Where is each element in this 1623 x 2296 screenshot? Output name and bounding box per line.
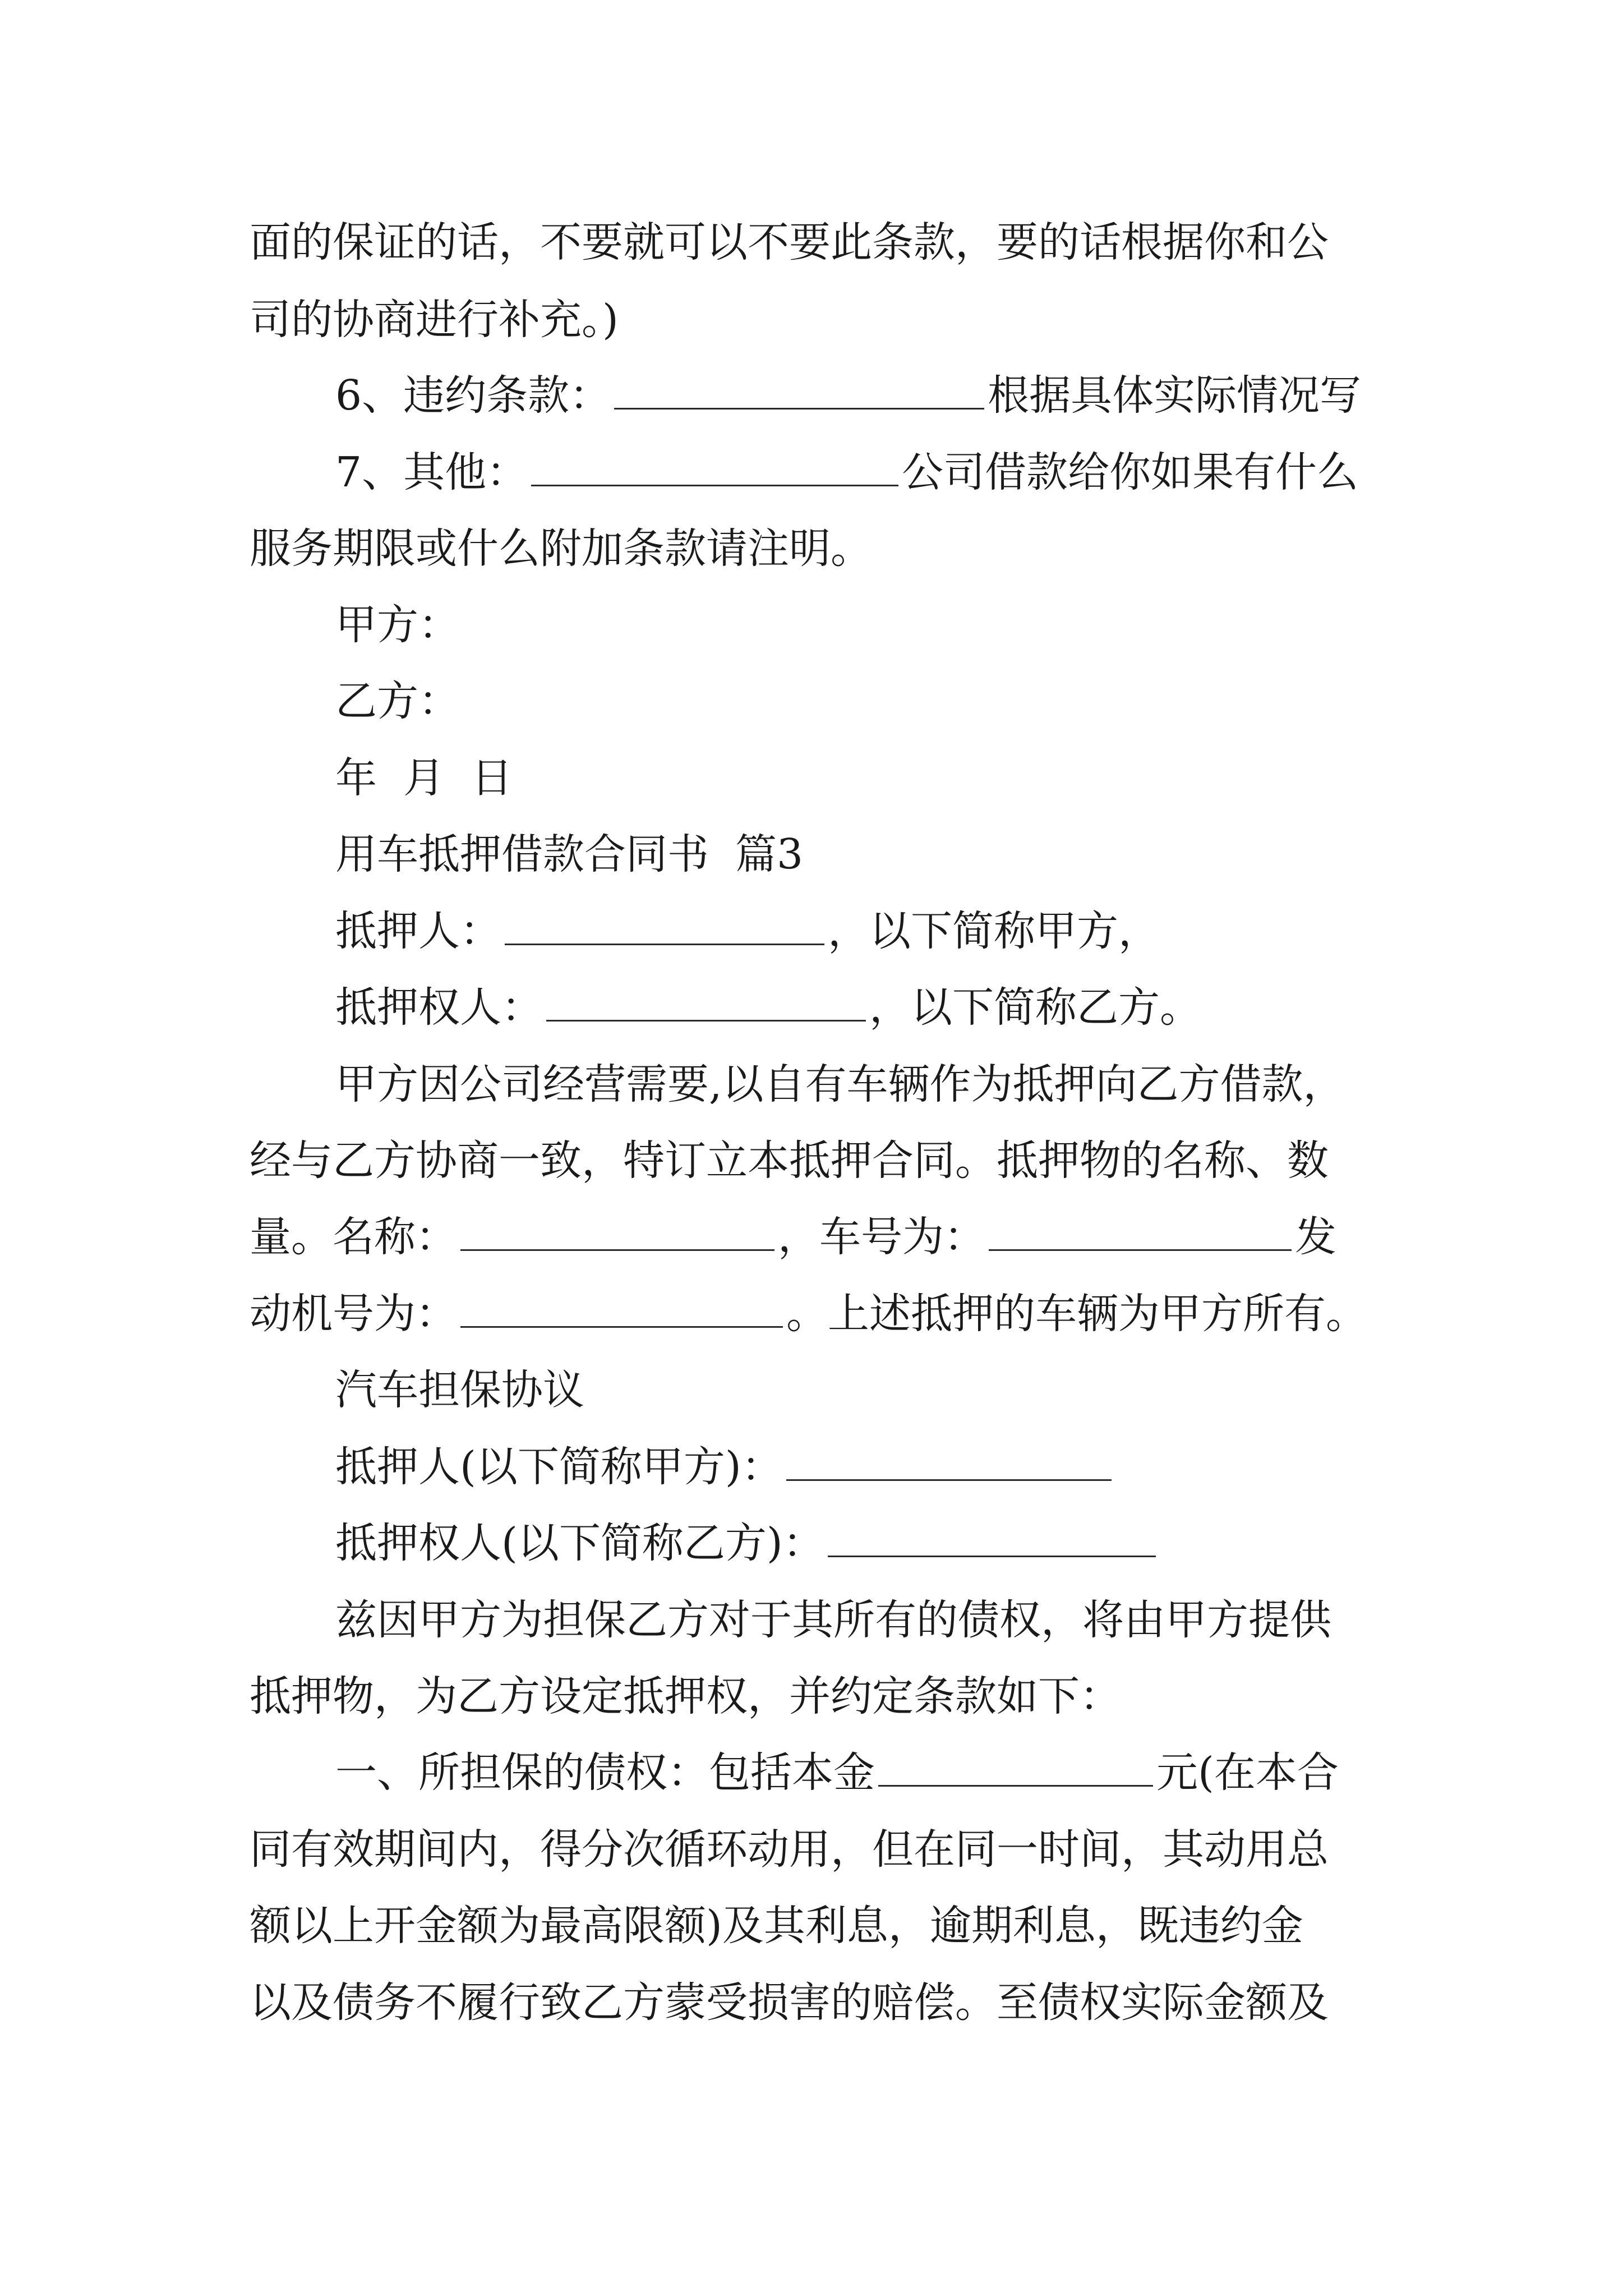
section-title	[0, 1362, 1623, 1418]
line-text: ，以下简称乙方。	[869, 983, 1201, 1032]
paragraph-line	[0, 1668, 1623, 1724]
paragraph-line	[0, 521, 1623, 577]
line-text: 一、所担保的债权：包括本金	[335, 1749, 875, 1797]
mortgagee-line	[0, 1515, 1623, 1571]
line-text: 司的协商进行补充。)	[250, 296, 619, 344]
paragraph-line	[0, 1898, 1623, 1954]
line-text: 面的保证的话，不要就可以不要此条款，要的话根据你和公	[250, 218, 1329, 266]
line-text: 乙方：	[335, 677, 460, 725]
line-text: 抵押物，为乙方设定抵押权，并约定条款如下：	[250, 1672, 1121, 1720]
fill-blank	[828, 1555, 1156, 1557]
fill-blank	[505, 943, 824, 945]
line-text: 年 月 日	[335, 754, 513, 802]
fill-blank	[989, 1249, 1292, 1251]
mortgagor-line	[0, 903, 1623, 959]
line-text: 额以上开金额为最高限额)及其利息，逾期利息，既违约金	[250, 1902, 1303, 1950]
line-text: 元(在本合	[1156, 1749, 1339, 1797]
line-text: 量。名称：	[250, 1213, 457, 1261]
line-text: 6、违约条款：	[335, 371, 611, 420]
line-text: 兹因甲方为担保乙方对于其所有的债权，将由甲方提供	[335, 1596, 1331, 1644]
fill-blank	[614, 407, 984, 409]
paragraph-line	[0, 1975, 1623, 2031]
line-text: 服务期限或什么附加条款请注明。	[250, 524, 872, 573]
line-text: 抵押权人(以下简称乙方)：	[335, 1519, 824, 1567]
line-text: 。上述抵押的车辆为甲方所有。	[786, 1290, 1367, 1338]
section-title	[0, 826, 1623, 882]
party-a-line	[0, 597, 1623, 653]
line-text: 发	[1295, 1213, 1336, 1261]
line-text: 抵押权人：	[335, 983, 543, 1032]
fill-blank	[546, 1019, 866, 1022]
fill-blank	[460, 1326, 783, 1328]
line-text: 汽车担保协议	[335, 1366, 584, 1414]
clause-6-line	[0, 367, 1623, 424]
line-text: 以及债务不履行致乙方蒙受损害的赔偿。至债权实际金额及	[250, 1978, 1329, 2027]
line-text: 甲方：	[335, 601, 460, 649]
line-text: 动机号为：	[250, 1290, 457, 1338]
date-line	[0, 750, 1623, 806]
fill-blank	[531, 484, 898, 486]
line-text: 抵押人(以下简称甲方)：	[335, 1443, 783, 1491]
line-text: 7、其他：	[335, 448, 528, 496]
line-text: 根据具体实际情况写	[988, 371, 1362, 420]
clause-7-line	[0, 444, 1623, 500]
paragraph-line	[0, 292, 1623, 348]
line-text: 同有效期间内，得分次循环动用，但在同一时间，其动用总	[250, 1825, 1329, 1874]
line-text: 抵押人：	[335, 907, 501, 955]
paragraph-line	[0, 214, 1623, 270]
line-text: ，车号为：	[778, 1213, 985, 1261]
mortgagee-line	[0, 979, 1623, 1036]
paragraph-line	[0, 1056, 1623, 1112]
paragraph-line	[0, 1133, 1623, 1189]
vehicle-name-line	[0, 1209, 1623, 1265]
engine-number-line	[0, 1286, 1623, 1342]
line-text: ，以下简称甲方，	[828, 907, 1160, 955]
party-b-line	[0, 673, 1623, 729]
fill-blank	[786, 1479, 1112, 1481]
mortgagor-line	[0, 1439, 1623, 1495]
fill-blank	[878, 1784, 1153, 1787]
line-text: 公司借款给你如果有什么	[902, 448, 1359, 496]
article-1-line	[0, 1745, 1623, 1801]
paragraph-line	[0, 1821, 1623, 1878]
fill-blank	[460, 1249, 774, 1251]
line-text: 用车抵押借款合同书 篇3	[335, 830, 804, 878]
line-text: 甲方因公司经营需要,以自有车辆作为抵押向乙方借款，	[335, 1060, 1345, 1108]
paragraph-line	[0, 1592, 1623, 1648]
line-text: 经与乙方协商一致，特订立本抵押合同。抵押物的名称、数	[250, 1137, 1329, 1185]
